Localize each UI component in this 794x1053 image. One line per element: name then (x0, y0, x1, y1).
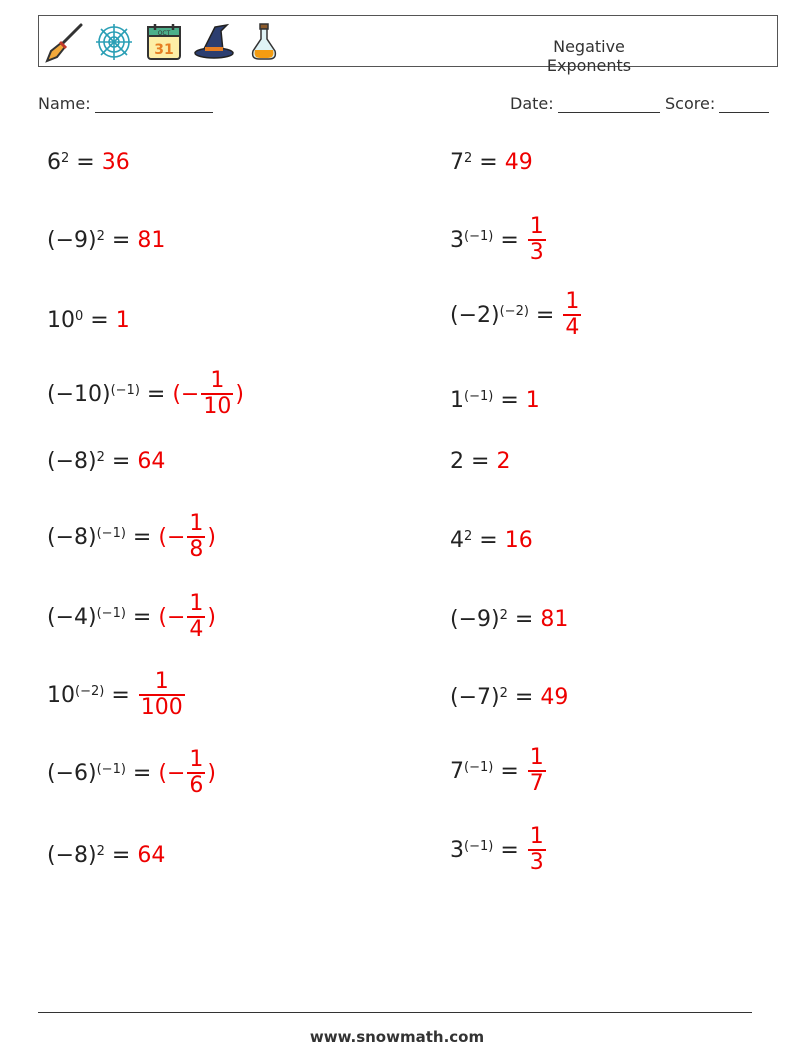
problem-right-6 (450, 510, 533, 570)
answer-suffix: ) (207, 604, 216, 630)
problem-exponent: 2 (96, 228, 105, 244)
score-blank[interactable] (719, 95, 769, 113)
problem-base: 6 (47, 149, 61, 175)
fraction-numerator: 1 (189, 511, 204, 536)
problem-exponent: 2 (96, 449, 105, 465)
problem-right-3 (450, 285, 583, 345)
equals-sign: = (132, 760, 152, 786)
equals-sign: = (500, 837, 519, 863)
problem-base: (−2) (450, 302, 500, 328)
problem-base: 3 (450, 837, 464, 863)
calendar-oct-31-icon (143, 21, 185, 63)
problem-base: 10 (47, 307, 75, 333)
answer-value: 64 (137, 448, 166, 474)
answer (158, 592, 216, 642)
problem-base: 7 (450, 758, 464, 784)
problem-exponent: 2 (61, 150, 70, 166)
problem-base: (−8) (47, 524, 97, 550)
answer (561, 290, 583, 340)
fraction-numerator: 1 (529, 214, 544, 239)
equals-sign: = (132, 524, 152, 550)
equals-sign: = (111, 842, 131, 868)
answer (526, 215, 548, 265)
answer-fraction (528, 215, 546, 265)
answer-fraction (528, 825, 546, 875)
answer (526, 825, 548, 875)
problem-left-8 (47, 665, 187, 725)
fraction-denominator: 7 (529, 771, 544, 796)
problem-exponent: 2 (499, 607, 508, 623)
fraction-numerator: 1 (210, 368, 225, 393)
problem-exponent: (−1) (464, 759, 494, 775)
problem-right-2 (450, 210, 548, 270)
problem-exponent: 2 (464, 528, 473, 544)
problem-base: 7 (450, 149, 464, 175)
answer-suffix: ) (207, 524, 216, 550)
answer (505, 528, 533, 553)
problem-exponent: 2 (464, 150, 473, 166)
problem-base: 3 (450, 227, 464, 253)
problem-right-4 (450, 370, 540, 430)
footer-divider (38, 1012, 752, 1013)
calendar-month: OCT (157, 30, 171, 37)
answer-value: 64 (137, 842, 166, 868)
problem-right-8 (450, 667, 568, 727)
answer (526, 388, 540, 413)
problem-base: (−8) (47, 842, 97, 868)
answer-prefix: (− (158, 760, 186, 786)
date-blank[interactable] (558, 95, 660, 113)
equals-sign: = (514, 684, 534, 710)
problem-base: (−7) (450, 684, 500, 710)
problem-left-7 (47, 587, 216, 647)
problem-exponent: (−1) (96, 525, 126, 541)
answer-value: 81 (540, 606, 569, 632)
problem-exponent: (−1) (96, 605, 126, 621)
footer-url: www.snowmath.com (309, 1028, 485, 1046)
score-label: Score: (665, 94, 716, 113)
answer-value: 2 (496, 448, 511, 474)
problem-base: 10 (47, 682, 75, 708)
answer-fraction (187, 592, 205, 642)
answer-prefix: (− (172, 381, 200, 407)
problem-base: (−9) (450, 606, 500, 632)
equals-sign: = (90, 307, 109, 333)
problem-exponent: (−1) (110, 382, 140, 398)
equals-sign: = (500, 387, 519, 413)
answer-fraction (201, 369, 233, 419)
fraction-numerator: 1 (529, 745, 544, 770)
fraction-numerator: 1 (189, 591, 204, 616)
fraction-denominator: 6 (189, 773, 204, 798)
potion-flask-icon (243, 21, 285, 63)
problem-exponent: (−2) (75, 683, 105, 699)
header-box (38, 15, 778, 75)
equals-sign: = (479, 149, 498, 175)
equals-sign: = (471, 448, 490, 474)
equals-sign: = (500, 758, 519, 784)
fraction-numerator: 1 (565, 289, 580, 314)
icon-strip (43, 20, 285, 64)
equals-sign: = (146, 381, 166, 407)
fraction-numerator: 1 (189, 747, 204, 772)
fraction-numerator: 1 (154, 669, 169, 694)
score-field[interactable] (665, 94, 769, 113)
problem-left-4 (47, 364, 244, 424)
problem-exponent: (−1) (464, 838, 494, 854)
answer (496, 449, 510, 474)
problem-base: 2 (450, 448, 464, 474)
date-field[interactable] (510, 94, 660, 113)
fraction-denominator: 4 (189, 617, 204, 642)
answer-prefix: (− (158, 524, 186, 550)
answer (102, 150, 130, 175)
equals-sign: = (132, 604, 152, 630)
equals-sign: = (535, 302, 555, 328)
equals-sign: = (479, 527, 498, 553)
answer-value: 36 (101, 149, 130, 175)
worksheet-title: Negative Exponents (546, 37, 632, 75)
fraction-denominator: 10 (203, 394, 232, 419)
answer-prefix: (− (158, 604, 186, 630)
equals-sign: = (514, 606, 534, 632)
problem-left-9 (47, 743, 216, 803)
problem-left-10 (47, 825, 165, 885)
problem-exponent: (−1) (464, 228, 494, 244)
answer-value: 49 (504, 149, 533, 175)
answer (540, 607, 568, 632)
answer (505, 150, 533, 175)
answer-suffix: ) (235, 381, 244, 407)
fraction-denominator: 3 (529, 850, 544, 875)
answer-value: 81 (137, 227, 166, 253)
answer-fraction (563, 290, 581, 340)
equals-sign: = (111, 682, 130, 708)
answer-value: 1 (525, 387, 540, 413)
problem-right-5 (450, 431, 510, 491)
equals-sign: = (76, 149, 95, 175)
equals-sign: = (111, 227, 131, 253)
answer-value: 16 (504, 527, 533, 553)
name-label: Name: (38, 94, 91, 113)
problem-left-6 (47, 507, 216, 567)
problem-exponent: 2 (96, 843, 105, 859)
answer (158, 512, 216, 562)
answer-fraction (528, 746, 546, 796)
fraction-denominator: 100 (140, 695, 183, 720)
problem-left-5 (47, 431, 165, 491)
problem-exponent: (−2) (499, 303, 529, 319)
answer-fraction (139, 670, 185, 720)
problem-exponent: 2 (499, 685, 508, 701)
problem-base: (−6) (47, 760, 97, 786)
answer (540, 685, 568, 710)
name-field[interactable] (38, 94, 213, 113)
problem-right-1 (450, 132, 533, 192)
answer (172, 369, 244, 419)
answer (137, 228, 165, 253)
problem-base: (−8) (47, 448, 97, 474)
problem-left-1 (47, 132, 130, 192)
equals-sign: = (111, 448, 131, 474)
problem-exponent: (−1) (96, 761, 126, 777)
answer (137, 449, 165, 474)
equals-sign: = (500, 227, 519, 253)
problem-base: (−9) (47, 227, 97, 253)
name-blank[interactable] (95, 95, 213, 113)
answer (526, 746, 548, 796)
answer-suffix: ) (207, 760, 216, 786)
answer-value: 1 (115, 307, 130, 333)
problem-base: (−10) (47, 381, 111, 407)
answer (116, 308, 130, 333)
broom-icon (43, 21, 85, 63)
problem-exponent: 0 (75, 308, 84, 324)
problem-right-7 (450, 589, 568, 649)
witch-hat-icon (193, 21, 235, 63)
fraction-denominator: 4 (565, 315, 580, 340)
date-label: Date: (510, 94, 554, 113)
problem-exponent: (−1) (464, 388, 494, 404)
calendar-day: 31 (154, 42, 174, 58)
problem-right-10 (450, 820, 548, 880)
problem-right-9 (450, 741, 548, 801)
answer-fraction (187, 748, 205, 798)
answer-value: 49 (540, 684, 569, 710)
fraction-numerator: 1 (529, 824, 544, 849)
answer-fraction (187, 512, 205, 562)
problem-left-3 (47, 290, 130, 350)
fraction-denominator: 3 (529, 240, 544, 265)
problem-base: 4 (450, 527, 464, 553)
problem-base: 1 (450, 387, 464, 413)
spider-web-icon (93, 21, 135, 63)
problem-base: (−4) (47, 604, 97, 630)
answer (137, 670, 187, 720)
answer (137, 843, 165, 868)
fraction-denominator: 8 (189, 537, 204, 562)
problem-left-2 (47, 210, 165, 270)
answer (158, 748, 216, 798)
